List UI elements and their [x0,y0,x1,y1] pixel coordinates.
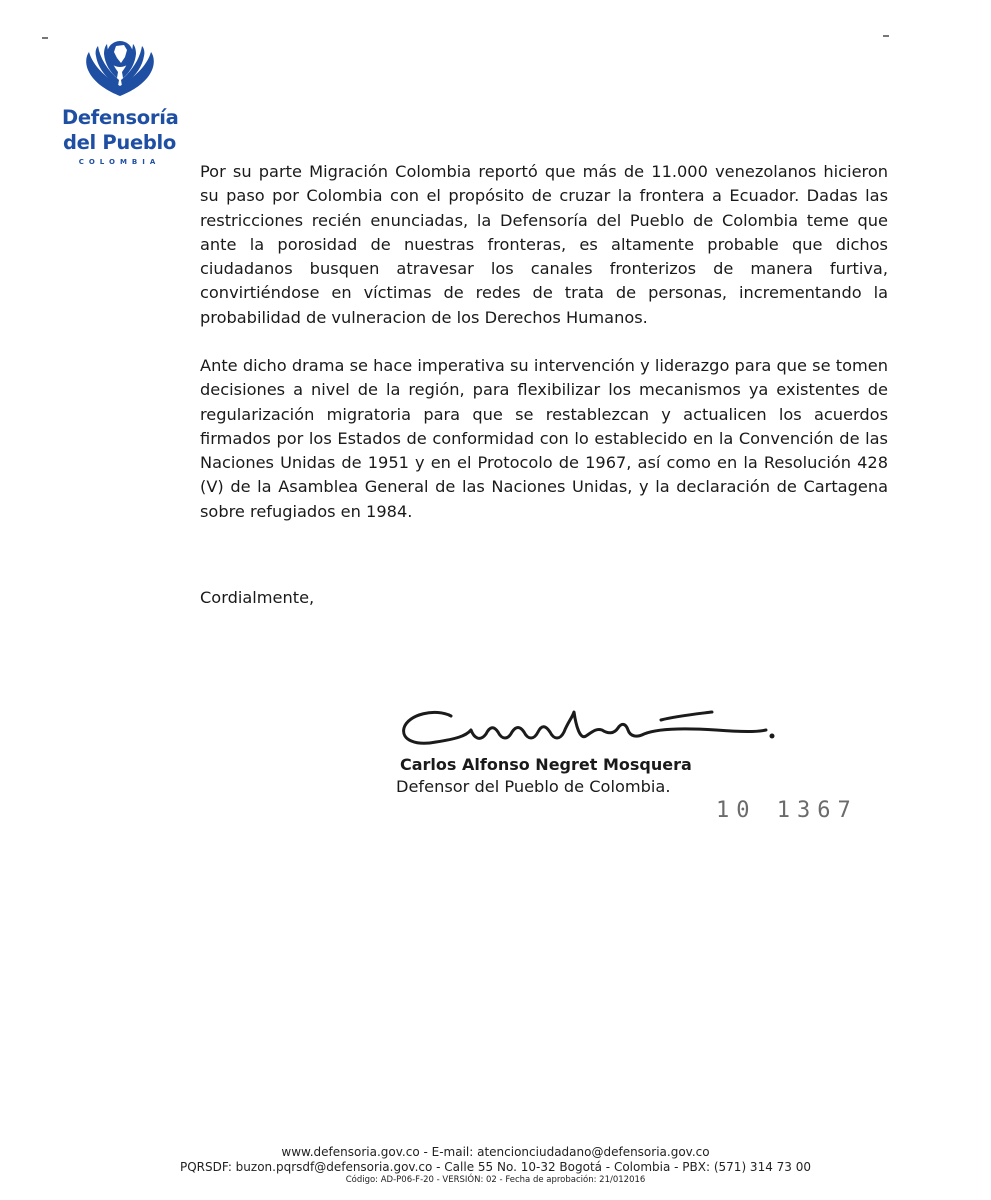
doves-emblem-icon [80,34,160,104]
footer-address-line: PQRSDF: buzon.pqrsdf@defensoria.gov.co - Calle 55 No. 10-32 Bogotá - Colombia - PBX: (571) 314 73 00 [179,1160,812,1174]
logo-line-defensoria: Defensoría [62,106,179,129]
scan-speck [42,37,48,39]
footer-contact-line: www.defensoria.gov.co - E-mail: atencionciudadano@defensoria.gov.co [281,1145,710,1159]
paragraph-2: Ante dicho drama se hace imperativa su intervención y liderazgo para que se tomen decisiones a nivel de la región, para flexibilizar los mecanismos ya existentes de regularización migratoria para que se restablezcan y actualicen los acuerdos firmados por los Estados de conformidad con lo establecido en la Convención de las Naciones Unidas de 1951 y en el Protocolo de 1967, así como en la Resolución 428 (V) de la Asamblea General de las Naciones Unidas, y la declaración de Cartagena sobre refugiados en 1984. [200,356,888,521]
closing-salutation: Cordialmente, [200,588,315,607]
logo-line-del-pueblo: del Pueblo [62,131,177,154]
footer-document-code: Código: AD-P06-F-20 - VERSIÓN: 02 - Fecha de aprobación: 21/012016 [345,1175,646,1185]
handwritten-signature [396,698,786,758]
logo-country: COLOMBIA [78,158,161,166]
scan-speck [883,35,889,37]
signer-title: Defensor del Pueblo de Colombia. [396,777,671,796]
paragraph-1: Por su parte Migración Colombia reportó que más de 11.000 venezolanos hicieron su paso por Colombia con el propósito de cruzar la frontera a Ecuador. Dadas las restricciones recién enunciadas, la Defensoría del Pueblo de Colombia teme que ante la porosidad de nuestras fronteras, es altamente probable que dichos ciudadanos busquen atravesar los canales fronterizos de manera furtiva, convirtiéndose en víctimas de redes de trata de personas, incrementando la probabilidad de vulneracion de los Derechos Humanos. [200,162,888,327]
signer-name: Carlos Alfonso Negret Mosquera [400,755,692,774]
defensoria-logo [62,34,177,174]
stamped-number: 10 1367 [716,798,858,823]
